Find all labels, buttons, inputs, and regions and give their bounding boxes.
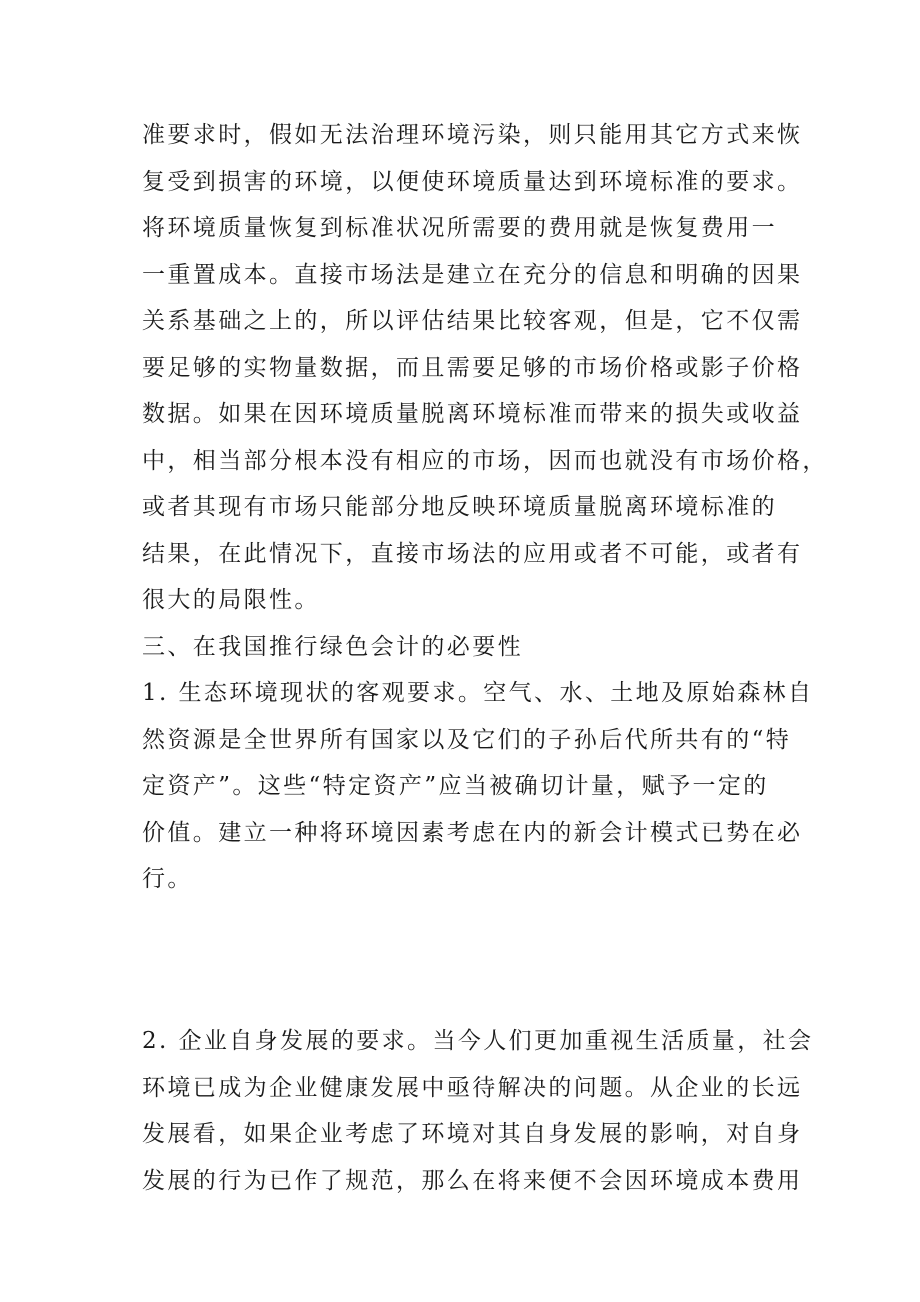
text-line: 行。: [142, 866, 193, 892]
section-heading: [142, 624, 792, 671]
text-line: 准要求时，假如无法治理环境污染，则只能用其它方式来恢: [142, 122, 803, 148]
text-line: 数据。如果在因环境质量脱离环境标准而带来的损失或收益: [142, 401, 803, 427]
text-line: 然资源是全世界所有国家以及它们的子孙后代所共有的“特: [142, 726, 792, 753]
paragraph-enterprise-development: [142, 1018, 814, 1204]
paragraph-ecological-requirement: [142, 670, 814, 903]
text-line: 或者其现有市场只能部分地反映环境质量脱离环境标准的: [142, 494, 777, 520]
text-line: 价值。建立一种将环境因素考虑在内的新会计模式已势在必: [142, 819, 803, 846]
text-line: 结果，在此情况下，直接市场法的应用或者不可能，或者有: [142, 540, 803, 567]
text-line: 很大的局限性。: [142, 587, 320, 613]
paragraph-direct-market-method: [142, 112, 828, 624]
text-line: 定资产”。这些“特定资产”应当被确切计量，赋予一定的: [142, 773, 769, 799]
text-line: 环境已成为企业健康发展中亟待解决的问题。从企业的长远: [142, 1074, 803, 1101]
text-line: 一重置成本。直接市场法是建立在充分的信息和明确的因果: [142, 261, 803, 288]
text-line: 发展看，如果企业考虑了环境对其自身发展的影响，对自身: [142, 1121, 803, 1147]
text-line: 复受到损害的环境，以便使环境质量达到环境标准的要求。: [142, 168, 803, 195]
text-line: 关系基础之上的，所以评估结果比较客观，但是，它不仅需: [142, 308, 803, 334]
text-line: 中，相当部分根本没有相应的市场，因而也就没有市场价格，: [142, 447, 828, 474]
text-line: 发展的行为已作了规范，那么在将来便不会因环境成本费用: [142, 1167, 803, 1194]
text-line: 要足够的实物量数据，而且需要足够的市场价格或影子价格: [142, 354, 803, 381]
text-line: 2. 企业自身发展的要求。当今人们更加重视生活质量，社会: [142, 1028, 814, 1054]
text-line: 1. 生态环境现状的客观要求。空气、水、土地及原始森林自: [142, 680, 814, 706]
section-heading-text: 三、在我国推行绿色会计的必要性: [142, 633, 523, 660]
text-line: 将环境质量恢复到标准状况所需要的费用就是恢复费用一: [142, 215, 777, 241]
